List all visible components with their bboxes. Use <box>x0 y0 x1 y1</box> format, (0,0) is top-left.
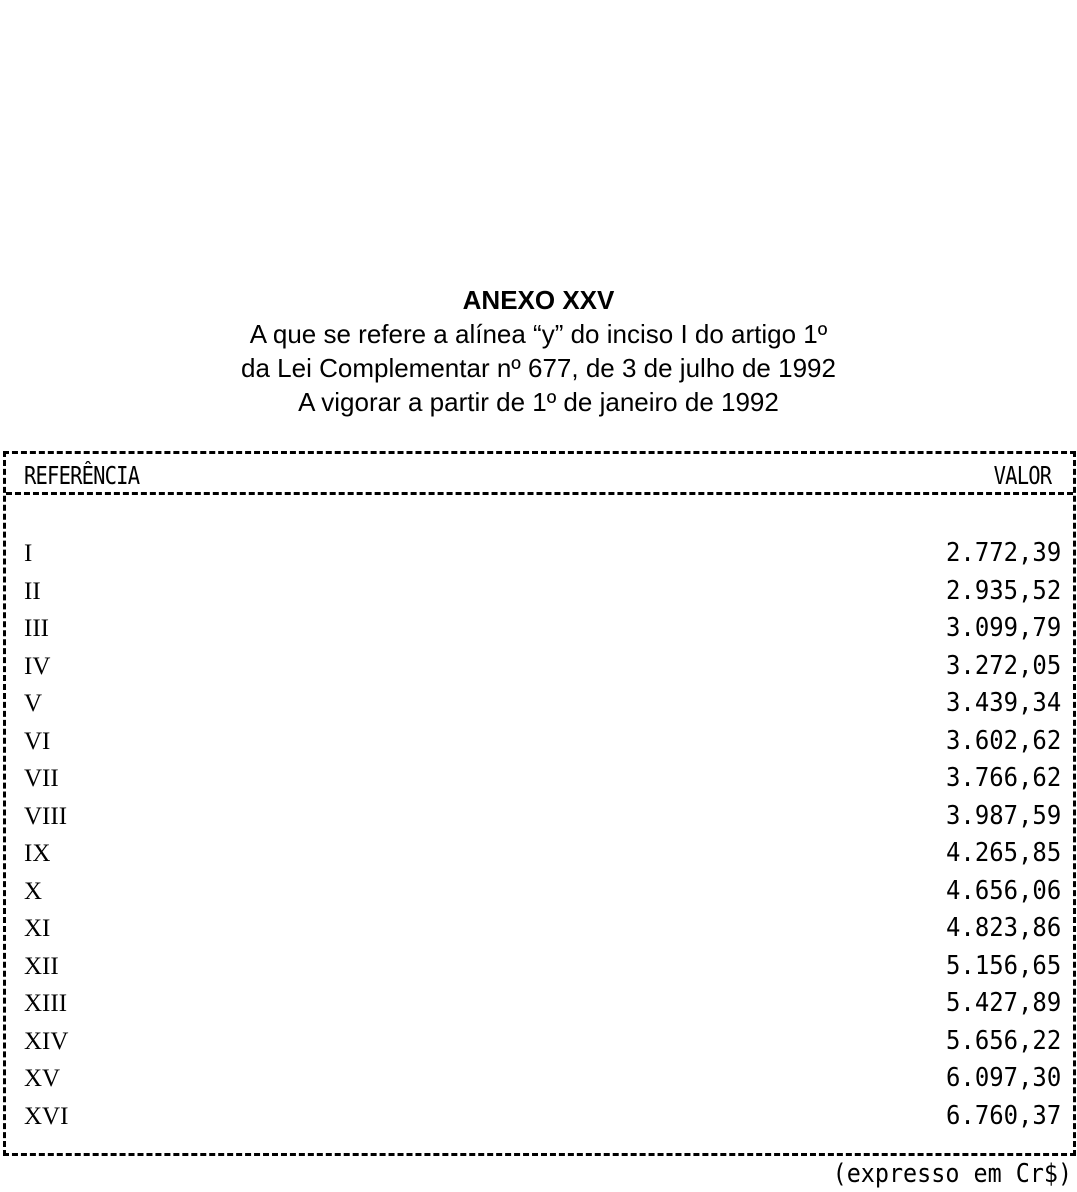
row-reference: II <box>24 577 41 605</box>
table-row <box>6 1060 1073 1098</box>
document-header <box>0 283 1077 419</box>
row-reference: XVI <box>24 1102 69 1130</box>
currency-footnote: (expresso em Cr$) <box>832 1159 1072 1189</box>
table-row <box>6 685 1073 723</box>
table-header <box>6 454 1073 495</box>
row-value: 5.656,22 <box>945 1025 1061 1056</box>
table-body <box>6 535 1073 1135</box>
table-row <box>6 835 1073 873</box>
row-value: 3.766,62 <box>945 763 1061 793</box>
row-reference: XI <box>24 915 51 942</box>
row-value: 4.656,06 <box>945 875 1061 906</box>
table-row <box>6 648 1073 686</box>
row-value: 6.097,30 <box>945 1063 1061 1093</box>
table-row <box>6 985 1073 1023</box>
row-reference: VII <box>24 765 59 792</box>
header-line-3: A vigorar a partir de 1º de janeiro de 1992 <box>298 387 779 417</box>
column-header-reference: REFERÊNCIA <box>24 461 140 490</box>
row-reference: XV <box>24 1065 61 1092</box>
row-value: 6.760,37 <box>945 1100 1061 1131</box>
row-reference: XII <box>24 952 59 980</box>
row-value: 5.156,65 <box>945 950 1061 981</box>
row-value: 4.265,85 <box>945 838 1061 868</box>
row-reference: I <box>24 540 33 567</box>
header-line-2: da Lei Complementar nº 677, de 3 de julho de 1992 <box>241 353 836 383</box>
row-value: 2.772,39 <box>945 538 1061 568</box>
table-row <box>6 610 1073 648</box>
row-value: 3.272,05 <box>945 650 1061 681</box>
row-value: 5.427,89 <box>945 988 1061 1018</box>
table-row <box>6 723 1073 761</box>
annex-title: ANEXO XXV <box>462 285 615 315</box>
table-row <box>6 798 1073 836</box>
table-row <box>6 948 1073 986</box>
column-header-value: VALOR <box>993 461 1051 490</box>
row-reference: IX <box>24 840 51 867</box>
row-reference: X <box>24 877 43 905</box>
row-value: 4.823,86 <box>945 913 1061 943</box>
row-reference: III <box>24 615 49 642</box>
row-value: 3.602,62 <box>945 725 1061 756</box>
table-row <box>6 535 1073 573</box>
row-reference: VI <box>24 727 51 755</box>
row-reference: XIII <box>24 990 68 1017</box>
header-line-1: A que se refere a alínea “y” do inciso I do artigo 1º <box>249 319 828 349</box>
values-table <box>3 451 1076 1156</box>
table-row <box>6 873 1073 911</box>
row-reference: XIV <box>24 1027 69 1055</box>
table-row <box>6 910 1073 948</box>
table-row <box>6 760 1073 798</box>
row-reference: VIII <box>24 802 68 830</box>
table-row <box>6 573 1073 611</box>
table-row <box>6 1023 1073 1061</box>
table-row <box>6 1098 1073 1136</box>
row-value: 2.935,52 <box>945 575 1061 606</box>
row-reference: IV <box>24 652 51 680</box>
row-reference: V <box>24 690 43 717</box>
row-value: 3.439,34 <box>945 688 1061 718</box>
row-value: 3.099,79 <box>945 613 1061 643</box>
row-value: 3.987,59 <box>945 800 1061 831</box>
